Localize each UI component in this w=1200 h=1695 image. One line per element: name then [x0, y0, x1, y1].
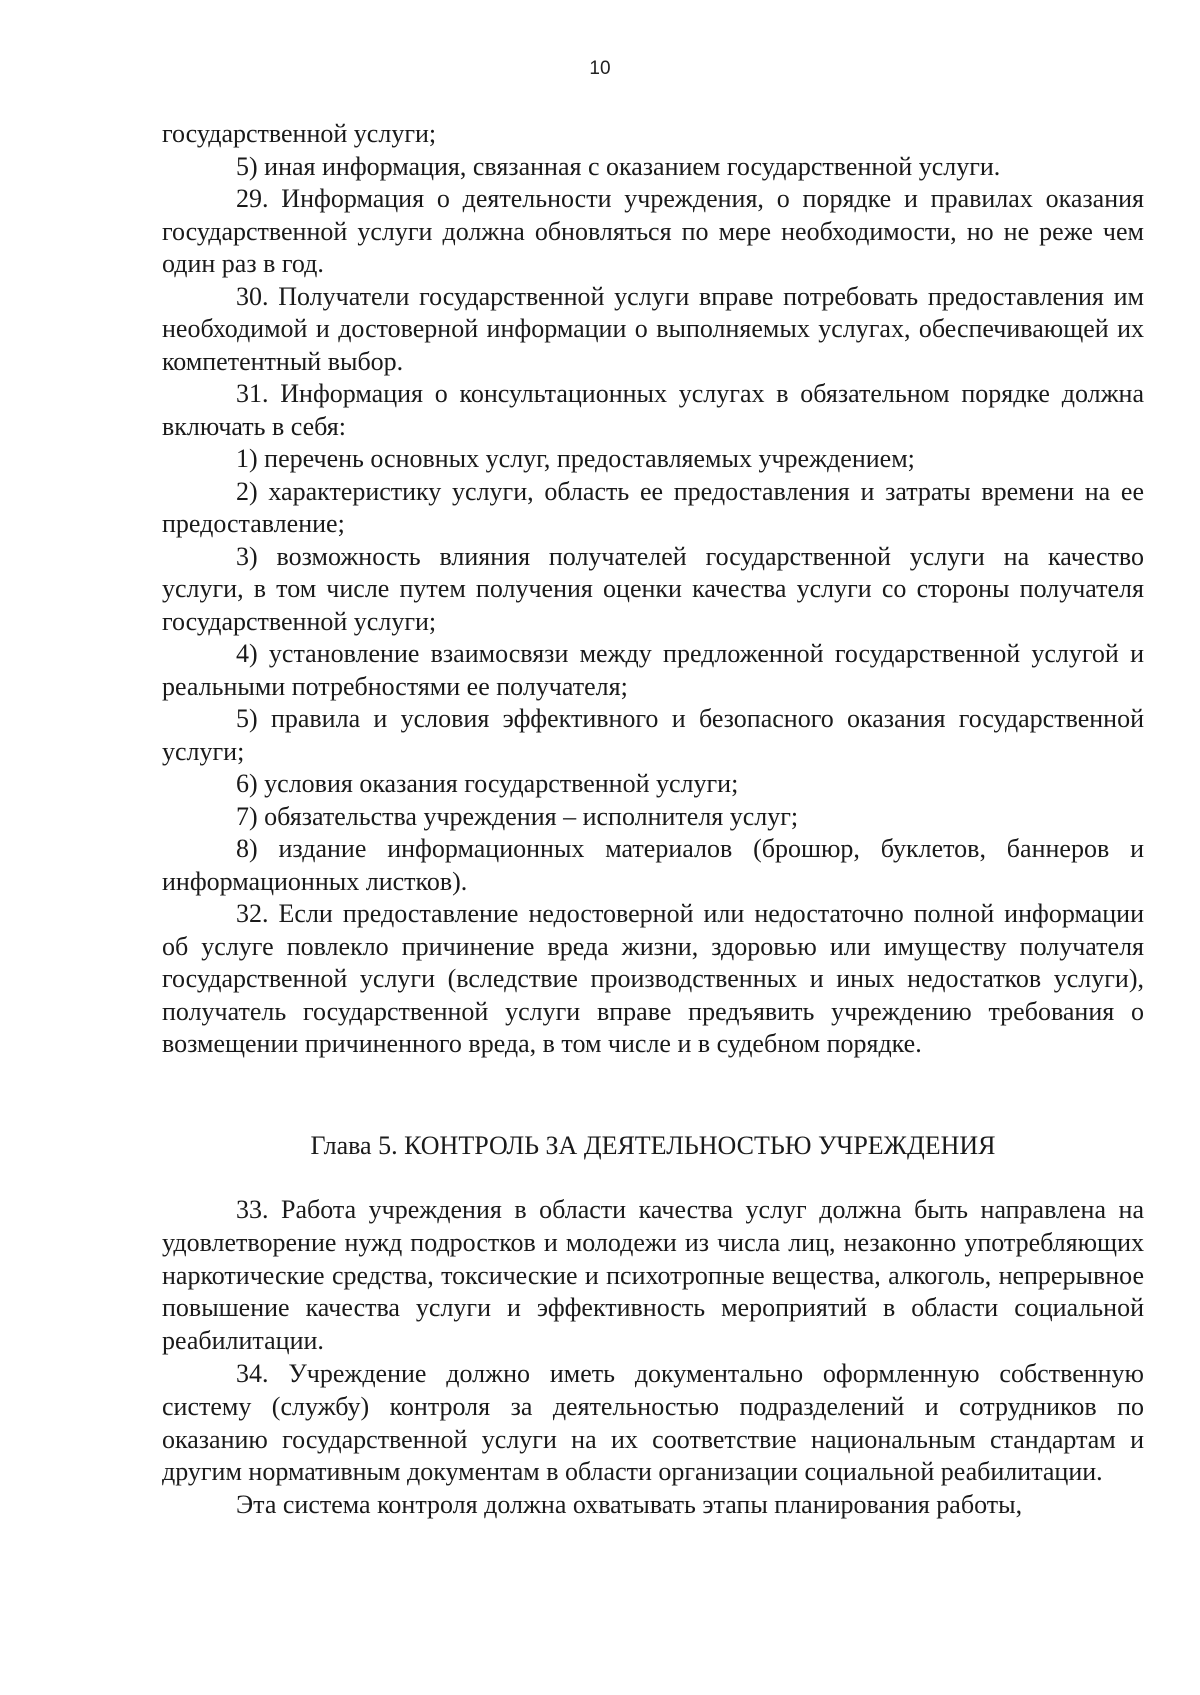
- paragraph-34: 34. Учреждение должно иметь документально оформленную собственную систему (службу) контроля за деятельностью подразделений и сотрудников по оказанию государственной услуги на их соответствие национальным стандартам и другим нормативным документам в области организации социальной реабилитации.: [162, 1358, 1144, 1487]
- list-item: 8) издание информационных материалов (брошюр, буклетов, баннеров и информационных листков).: [162, 834, 1144, 896]
- paragraph-29: 29. Информация о деятельности учреждения, о порядке и правилах оказания государственной услуги должна обновляться по мере необходимости, но не реже чем один раз в год.: [162, 184, 1144, 278]
- list-item: 4) установление взаимосвязи между предложенной государственной услугой и реальными потребностями ее получателя;: [162, 639, 1144, 701]
- section-information: [162, 118, 1144, 1061]
- list-item: 5) правила и условия эффективного и безопасного оказания государственной услуги;: [162, 704, 1144, 766]
- section-control: [162, 1194, 1144, 1522]
- chapter-heading: Глава 5. КОНТРОЛЬ ЗА ДЕЯТЕЛЬНОСТЬЮ УЧРЕЖДЕНИЯ: [310, 1131, 996, 1160]
- list-item: 3) возможность влияния получателей государственной услуги на качество услуги, в том числе путем получения оценки качества услуги со стороны получателя государственной услуги;: [162, 541, 1144, 636]
- paragraph-33: 33. Работа учреждения в области качества услуг должна быть направлена на удовлетворение нужд подростков и молодежи из числа лиц, незаконно употребляющих наркотические средства, токсические и психотропные вещества, алкоголь, непрерывное повышение качества услуги и эффективность мероприятий в области социальной реабилитации.: [162, 1195, 1144, 1356]
- list-item: 6) условия оказания государственной услуги;: [236, 769, 739, 798]
- list-item: 1) перечень основных услуг, предоставляемых учреждением;: [236, 444, 915, 473]
- list-item: 7) обязательства учреждения – исполнителя услуг;: [236, 801, 799, 831]
- paragraph-continuation: государственной услуги;: [162, 119, 437, 148]
- list-item: 5) иная информация, связанная с оказанием государственной услуги.: [236, 151, 1001, 181]
- paragraph-continuation-bottom: Эта система контроля должна охватывать этапы планирования работы,: [236, 1490, 1023, 1520]
- paragraph-31: 31. Информация о консультационных услугах в обязательном порядке должна включать в себя:: [162, 379, 1144, 441]
- page-number: 10: [589, 58, 611, 79]
- list-item: 2) характеристику услуги, область ее предоставления и затраты времени на ее предоставление;: [162, 476, 1144, 538]
- paragraph-32: 32. Если предоставление недостоверной или недостаточно полной информации об услуге повлекло причинение вреда жизни, здоровью или имуществу получателя государственной услуги (вследствие производственных и иных недостатков услуги), получатель государственной услуги вправе предъявить учреждению требования о возмещении причиненного вреда, в том числе и в судебном порядке.: [162, 899, 1144, 1058]
- paragraph-30: 30. Получатели государственной услуги вправе потребовать предоставления им необходимой и достоверной информации о выполняемых услугах, обеспечивающей их компетентный выбор.: [162, 281, 1144, 376]
